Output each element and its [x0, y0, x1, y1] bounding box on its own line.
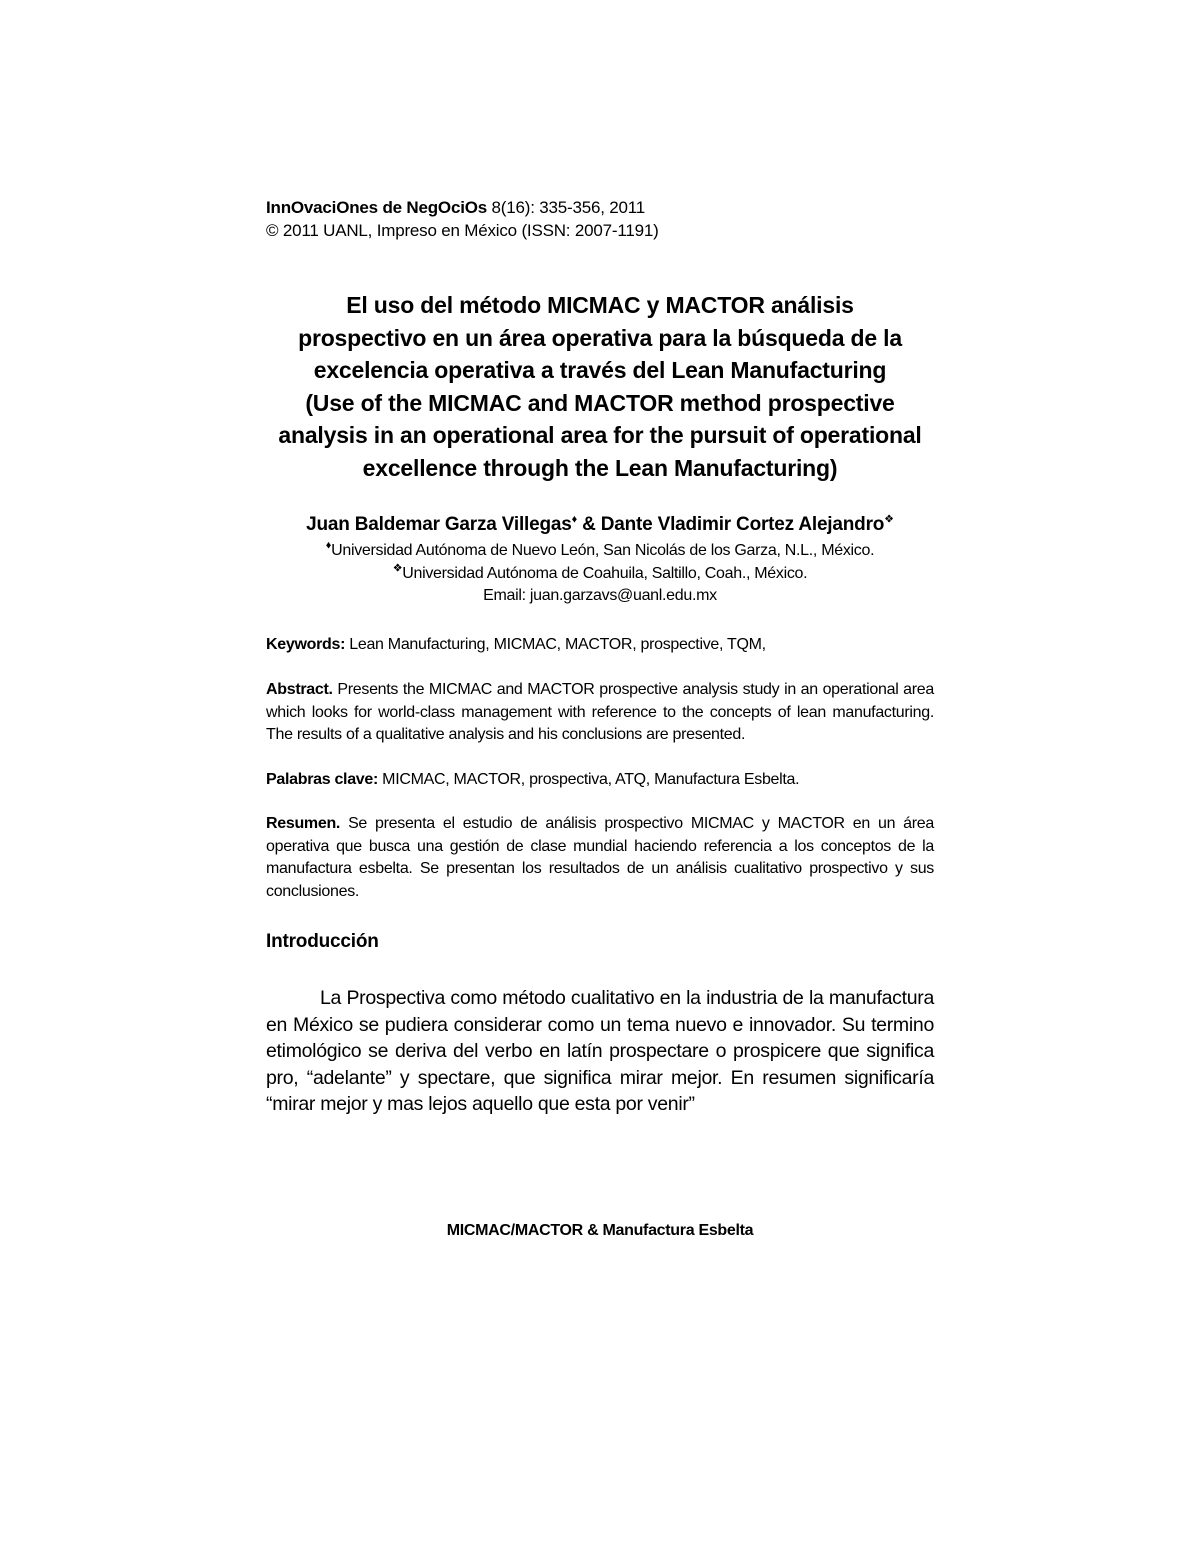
journal-header — [266, 196, 934, 242]
running-title-footer: MICMAC/MACTOR & Manufactura Esbelta — [446, 1222, 754, 1239]
journal-citation: 8(16): 335-356, 2011 — [487, 198, 646, 217]
palabras-clave-section — [266, 769, 934, 792]
affiliations — [200, 540, 1000, 608]
abstract-text: Presents the MICMAC and MACTOR prospective analysis study in an operational area which looks for world-class management with reference to the concepts of lean manufacturing. The results of a qualitative analysis and his conclusions are presented. — [266, 681, 934, 743]
abstract-section — [266, 679, 934, 747]
four-diamond-icon: ❖ — [884, 513, 894, 526]
keywords-text: Lean Manufacturing, MICMAC, MACTOR, prospective, TQM, — [345, 636, 766, 653]
journal-name: InnOvaciOnes de NegOciOs — [266, 198, 487, 217]
author-connector: & — [577, 514, 601, 535]
title-line: (Use of the MICMAC and MACTOR method prospective — [305, 389, 895, 416]
author-list — [200, 512, 1000, 538]
title-line: analysis in an operational area for the pursuit of operational — [278, 422, 922, 448]
author-name: Dante Vladimir Cortez Alejandro — [600, 514, 885, 535]
diamond-icon: ♦ — [571, 513, 578, 526]
introduction-paragraph: La Prospectiva como método cualitativo en la industria de la manufactura en México se pudiera considerar como un tema nuevo e innovador. Su termino etimológico se deriva del verbo en latín prospectare o prospicere que significa pro, “adelante” y spectare, que significa mirar mejor. En resumen significaría “mirar mejor y mas lejos aquello que esta por venir” — [266, 987, 934, 1115]
title-line: El uso del método MICMAC y MACTOR análisis — [346, 292, 854, 318]
abstract-label: Abstract. — [266, 681, 333, 698]
four-diamond-icon: ❖ — [392, 562, 403, 575]
title-line: excellence through the Lean Manufacturing) — [362, 454, 838, 481]
resumen-section — [266, 813, 934, 903]
title-line: prospectivo en un área operativa para la búsqueda de la — [298, 324, 902, 351]
copyright-line: © 2011 UANL, Impreso en México (ISSN: 2007-1191) — [266, 221, 659, 240]
keywords-label: Keywords: — [266, 636, 346, 653]
paper-title — [230, 289, 970, 484]
affiliation-text: Universidad Autónoma de Nuevo León, San Nicolás de los Garza, N.L., México. — [331, 542, 875, 559]
affiliation-text: Universidad Autónoma de Coahuila, Saltillo, Coah., México. — [402, 564, 808, 582]
author-name: Juan Baldemar Garza Villegas — [306, 514, 572, 535]
affiliation-1 — [200, 540, 1000, 563]
diamond-icon: ♦ — [325, 539, 332, 552]
palabras-clave-text: MICMAC, MACTOR, prospectiva, ATQ, Manufactura Esbelta. — [378, 771, 800, 788]
resumen-text: Se presenta el estudio de análisis prospectivo MICMAC y MACTOR en un área operativa que busca una gestión de clase mundial haciendo referencia a los conceptos de la manufactura esbelta. Se presentan los resultados de un análisis cualitativo prospectivo y sus conclusiones. — [266, 815, 934, 900]
keywords-section — [266, 634, 934, 657]
author-email: Email: juan.garzavs@uanl.edu.mx — [483, 587, 717, 604]
title-line: excelencia operativa a través del Lean Manufacturing — [313, 357, 887, 383]
journal-citation-line — [266, 196, 934, 219]
section-heading: Introducción — [266, 931, 379, 952]
affiliation-2 — [200, 563, 1000, 586]
resumen-label: Resumen. — [266, 815, 341, 832]
palabras-clave-label: Palabras clave: — [266, 771, 379, 788]
